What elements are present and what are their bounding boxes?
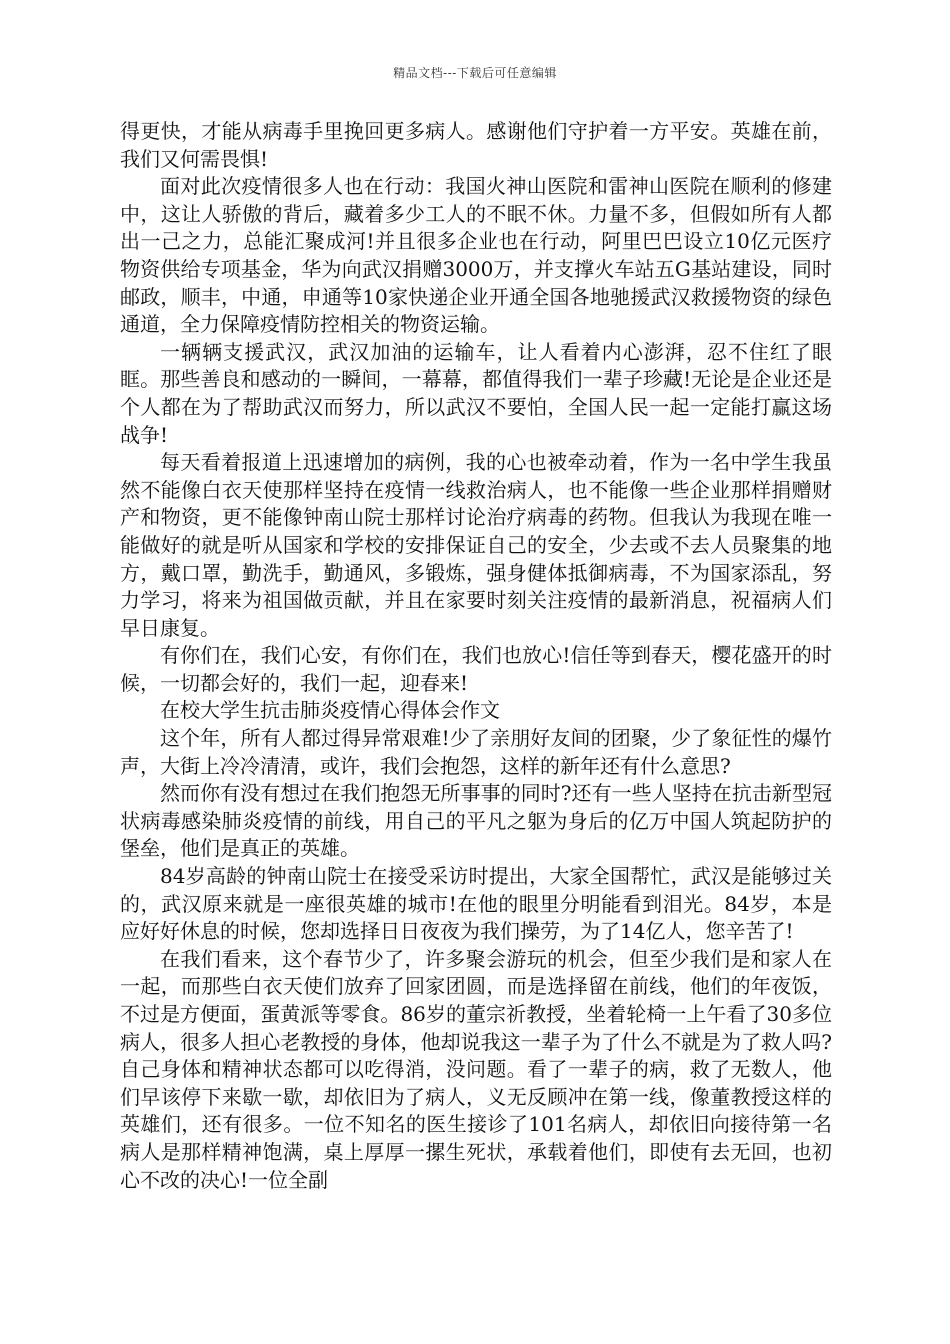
paragraph-6: 这个年，所有人都过得异常艰难!少了亲朋好友间的团聚，少了象征性的爆竹声，大街上冷冷清清，或许，我们会抱怨，这样的新年还有什么意思? [120, 726, 832, 778]
paragraph-4: 每天看着报道上迅速增加的病例，我的心也被牵动着，作为一名中学生我虽然不能像白衣天使那样坚持在疫情一线救治病人，也不能像一些企业那样捐赠财产和物资，更不能像钟南山院士那样讨论治疗病毒的药物。但我认为我现在唯一能做好的就是听从国家和学校的安排保证自己的安全，少去或不去人员聚集的地方，戴口罩，勤洗手，勤通风，多锻炼，强身健体抵御病毒，不为国家添乱，努力学习，将来为祖国做贡献，并且在家要时刻关注疫情的最新消息，祝福病人们早日康复。 [120, 450, 832, 640]
section-title: 在校大学生抗击肺炎疫情心得体会作文 [160, 698, 500, 723]
paragraph-1: 得更快，才能从病毒手里挽回更多病人。感谢他们守护着一方平安。英雄在前，我们又何需畏惧! [120, 119, 832, 171]
paragraph-8: 84岁高龄的钟南山院士在接受采访时提出，大家全国帮忙，武汉是能够过关的，武汉原来就是一座很英雄的城市!在他的眼里分明能看到泪光。84岁，本是应好好休息的时候，您却选择日日夜夜为我们操劳，为了14亿人，您辛苦了! [120, 864, 832, 944]
paragraph-5: 有你们在，我们心安，有你们在，我们也放心!信任等到春天，樱花盛开的时候，一切都会好的，我们一起，迎春来! [120, 643, 832, 695]
page-header: 精品文档---下载后可任意编辑 [393, 66, 557, 80]
paragraph-7: 然而你有没有想过在我们抱怨无所事事的同时?还有一些人坚持在抗击新型冠状病毒感染肺炎疫情的前线，用自己的平凡之躯为身后的亿万中国人筑起防护的堡垒，他们是真正的英雄。 [120, 781, 832, 861]
paragraph-3: 一辆辆支援武汉，武汉加油的运输车，让人看着内心澎湃，忍不住红了眼眶。那些善良和感动的一瞬间，一幕幕，都值得我们一辈子珍藏!无论是企业还是个人都在为了帮助武汉而努力，所以武汉不要怕，全国人民一起一定能打赢这场战争! [120, 339, 832, 447]
paragraph-2: 面对此次疫情很多人也在行动：我国火神山医院和雷神山医院在顺利的修建中，这让人骄傲的背后，藏着多少工人的不眠不休。力量不多，但假如所有人都出一己之力，总能汇聚成河!并且很多企业也在行动，阿里巴巴设立10亿元医疗物资供给专项基金，华为向武汉捐赠3000万，并支撑火车站五G基站建设，同时邮政，顺丰，中通，申通等10家快递企业开通全国各地驰援武汉救援物资的绿色通道，全力保障疫情防控相关的物资运输。 [120, 174, 832, 337]
document-body [120, 118, 832, 1194]
paragraph-9: 在我们看来，这个春节少了，许多聚会游玩的机会，但至少我们是和家人在一起，而那些白衣天使们放弃了回家团圆，而是选择留在前线，他们的年夜饭，不过是方便面，蛋黄派等零食。86岁的董宗祈教授，坐着轮椅一上午看了30多位病人，很多人担心老教授的身体，他却说我这一辈子为了什么不就是为了救人吗?自己身体和精神状态都可以吃得消，没问题。看了一辈子的病，救了无数人，他们早该停下来歇一歇，却依旧为了病人，义无反顾冲在第一线，像董教授这样的英雄们，还有很多。一位不知名的医生接诊了101名病人，却依旧向接待第一名病人是那样精神饱满，桌上厚厚一摞生死状，承载着他们，即使有去无回，也初心不改的决心!一位全副 [120, 946, 832, 1192]
